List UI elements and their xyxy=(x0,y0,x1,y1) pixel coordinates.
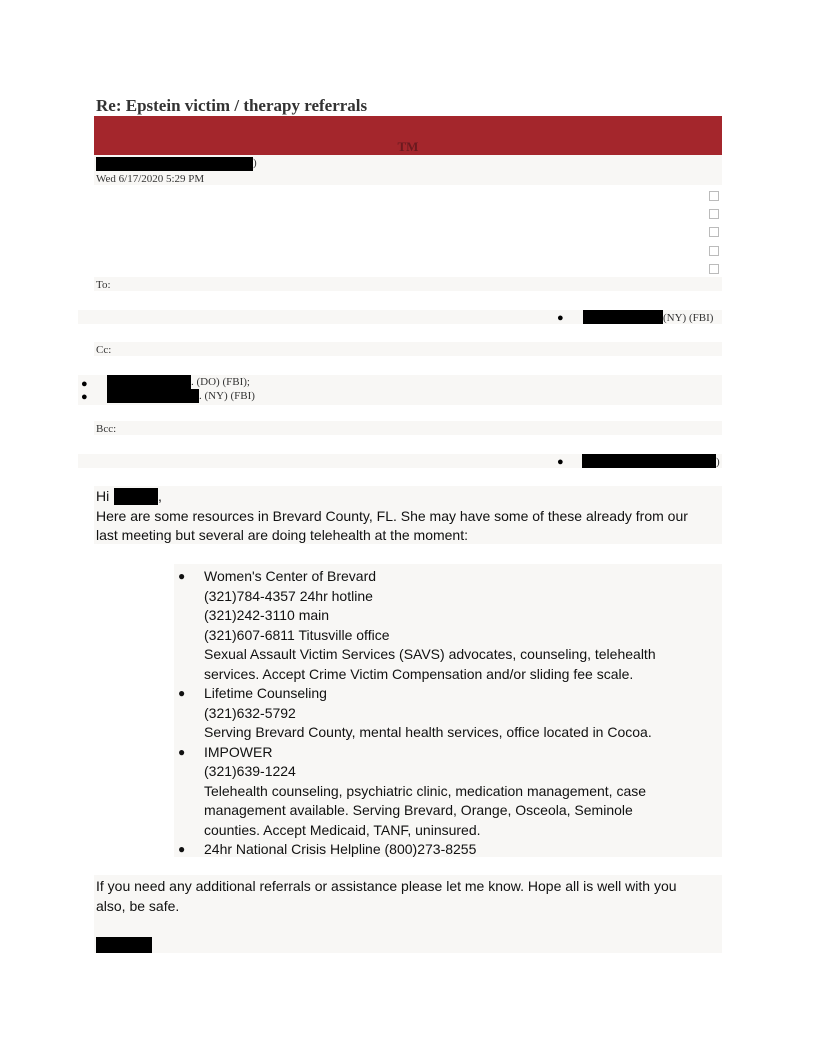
resource-line: (321)784-4357 24hr hotline xyxy=(204,587,373,604)
greeting xyxy=(96,487,109,507)
cc-label-band xyxy=(94,342,722,356)
sender-initials: TM xyxy=(397,139,419,154)
sender-suffix: ) xyxy=(253,157,257,169)
bullet-icon: ● xyxy=(81,378,88,390)
resource-line: services. Accept Crime Victim Compensation and/or sliding fee scale. xyxy=(204,665,634,682)
list-item xyxy=(178,840,719,860)
redacted-recipient xyxy=(583,310,663,324)
bullet-icon: ● xyxy=(178,842,186,856)
resource-name: IMPOWER xyxy=(204,743,273,760)
redacted-sender xyxy=(96,157,253,171)
to-recipient-suffix: (NY) (FBI) xyxy=(663,312,714,324)
resource-name: Women's Center of Brevard xyxy=(204,568,377,584)
redacted-recipient xyxy=(107,389,199,403)
redacted-signature xyxy=(96,937,152,953)
bullet-icon: ● xyxy=(557,312,564,324)
bullet-icon: ● xyxy=(557,456,564,468)
intro-line-1: Here are some resources in Brevard County, FL. She may have some of these already from our xyxy=(96,508,688,524)
bcc-recipient-suffix: ) xyxy=(716,456,720,468)
to-label-band xyxy=(94,277,722,291)
redacted-recipient xyxy=(582,454,716,468)
bullet-icon: ● xyxy=(178,569,186,583)
cc-recipient-suffix: . (NY) (FBI) xyxy=(199,390,255,402)
checkbox-icon[interactable] xyxy=(709,264,719,274)
intro-line-2: last meeting but several are doing telehealth at the moment: xyxy=(96,527,468,543)
bullet-icon: ● xyxy=(178,686,186,700)
resource-line: (321)242-3110 main xyxy=(204,607,330,623)
list-item xyxy=(178,743,719,841)
email-subject: Re: Epstein victim / therapy referrals xyxy=(96,96,368,115)
bullet-icon: ● xyxy=(178,744,186,759)
sender-banner xyxy=(94,116,722,155)
checkbox-icon[interactable] xyxy=(709,227,719,237)
resource-line: counties. Accept Medicaid, TANF, uninsured. xyxy=(204,821,481,838)
redacted-recipient xyxy=(107,375,191,389)
bcc-label-band xyxy=(94,421,722,435)
bullet-icon: ● xyxy=(81,391,88,403)
closing-line-1: If you need any additional referrals or assistance please let me know. Hope all is well with you xyxy=(96,878,677,894)
resource-line: Telehealth counseling, psychiatric clinic, medication management, case xyxy=(204,782,647,799)
resource-list xyxy=(178,567,719,860)
checkbox-icon[interactable] xyxy=(709,191,719,201)
checkbox-icon[interactable] xyxy=(709,246,719,256)
greeting-prefix: Hi xyxy=(96,488,110,504)
closing-line-2: also, be safe. xyxy=(96,898,180,914)
greeting-suffix: , xyxy=(158,488,162,504)
resource-line: (321)632-5792 xyxy=(204,704,296,721)
checkbox-icon[interactable] xyxy=(709,209,719,219)
cc-recipient-suffix: . (DO) (FBI); xyxy=(191,376,250,388)
list-item xyxy=(178,684,719,743)
bcc-label: Bcc: xyxy=(96,423,117,435)
list-item xyxy=(178,567,719,684)
sent-date: Wed 6/17/2020 5:29 PM xyxy=(96,173,205,185)
resource-list-box xyxy=(174,564,722,857)
to-label: To: xyxy=(96,279,111,291)
resource-line: (321)639-1224 xyxy=(204,763,296,779)
redacted-name xyxy=(114,488,158,505)
cc-label: Cc: xyxy=(96,344,112,356)
resource-line: management available. Serving Brevard, Orange, Osceola, Seminole xyxy=(204,802,633,818)
resource-name: 24hr National Crisis Helpline (800)273-8255 xyxy=(204,841,477,857)
resource-line: Sexual Assault Victim Services (SAVS) advocates, counseling, telehealth xyxy=(204,646,656,662)
resource-name: Lifetime Counseling xyxy=(204,685,327,701)
resource-line: Serving Brevard County, mental health services, office located in Cocoa. xyxy=(204,724,652,740)
resource-line: (321)607-6811 Titusville office xyxy=(204,626,390,643)
